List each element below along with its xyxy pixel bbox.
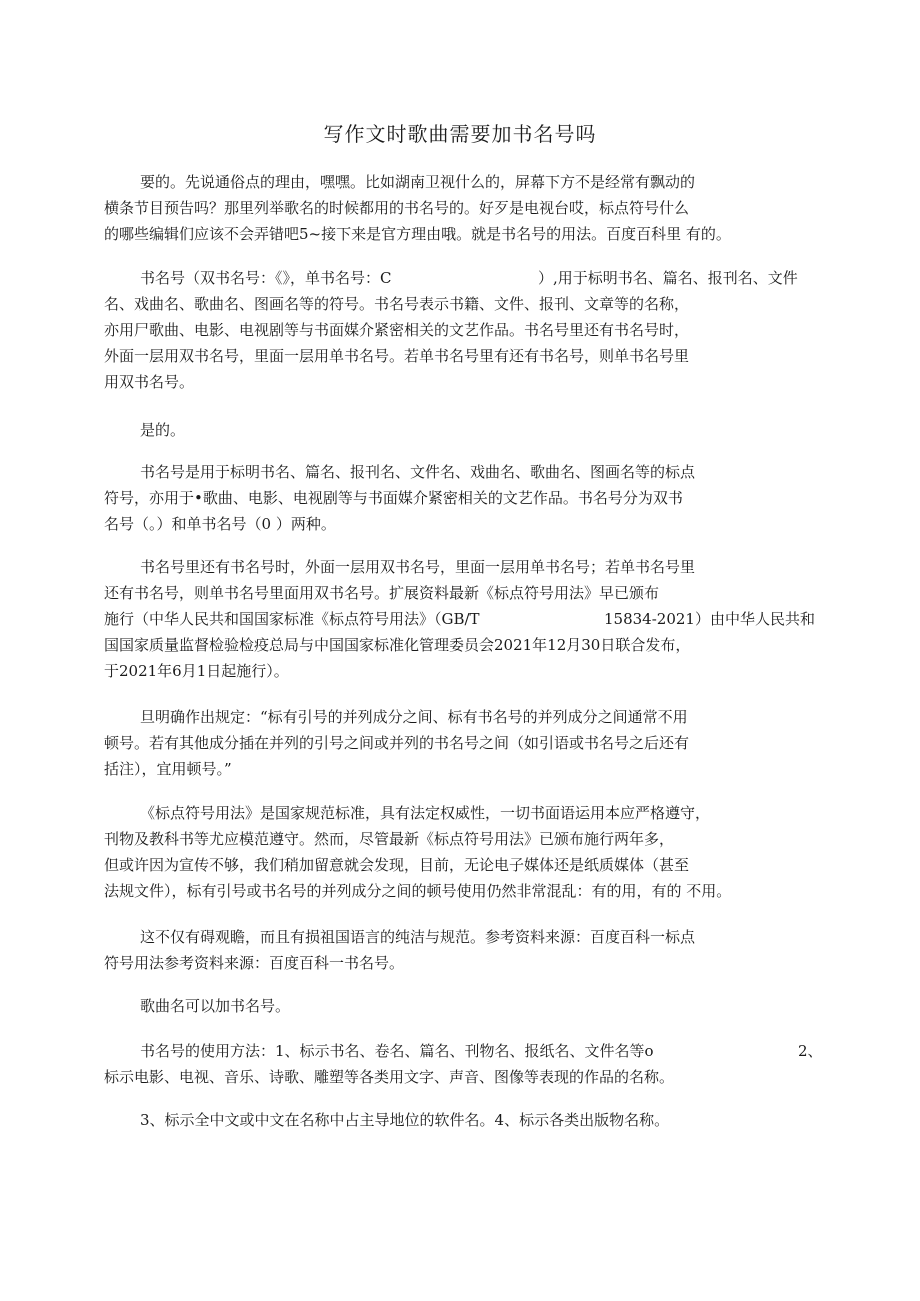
text-line: 15834-2021）由中华人民共和 bbox=[604, 610, 815, 628]
text-line: 是的。 bbox=[140, 421, 186, 439]
text-line: 用双书名号。 bbox=[104, 373, 195, 391]
text-line: 刊物及教科书等尤应模范遵守。然而，尽管最新《标点符号用法》已颁布施行两年多， bbox=[104, 830, 675, 848]
text-line: 要的。先说通俗点的理由，嘿嘿。比如湖南卫视什么的，屏幕下方不是经常有飘动的 bbox=[140, 173, 696, 191]
text-line: 但或许因为宣传不够，我们稍加留意就会发现，目前，无论电子媒体还是纸质媒体（甚至 bbox=[104, 856, 690, 874]
text-line: 括注），宜用顿号。” bbox=[104, 760, 232, 778]
text-line: ）,用于标明书名、篇名、报刊名、文件 bbox=[538, 269, 798, 287]
text-line: 书名号里还有书名号时，外面一层用双书名号，里面一层用单书名号；若单书名号里 bbox=[140, 558, 696, 576]
text-line: 外面一层用双书名号，里面一层用单书名号。若单书名号里有还有书名号，则单书名号里 bbox=[104, 347, 690, 365]
text-line: 横条节目预告吗？那里列举歌名的时候都用的书名号的。好歹是电视台哎，标点符号什么 bbox=[104, 199, 690, 217]
text-line: 标示电影、电视、音乐、诗歌、雕塑等各类用文字、声音、图像等表现的作品的名称。 bbox=[104, 1068, 675, 1086]
text-line: 施行（中华人民共和国国家标准《标点符号用法》（GB/T bbox=[104, 610, 480, 628]
text-line: 书名号的使用方法：1、标示书名、卷名、篇名、刊物名、报纸名、文件名等o bbox=[140, 1042, 654, 1060]
text-line: 书名号（双书名号：《》，单书名号：C bbox=[140, 269, 392, 287]
text-line: 3、标示全中文或中文在名称中占主导地位的软件名。4、标示各类出版物名称。 bbox=[140, 1111, 670, 1129]
text-line: 还有书名号，则单书名号里面用双书名号。扩展资料最新《标点符号用法》早已颁布 bbox=[104, 584, 660, 602]
text-line: 符号，亦用于•歌曲、电影、电视剧等与书面媒介紧密相关的文艺作品。书名号分为双书 bbox=[104, 489, 683, 507]
text-line: 这不仅有碍观瞻，而且有损祖国语言的纯洁与规范。参考资料来源：百度百科一标点 bbox=[140, 928, 696, 946]
text-line: 国国家质量监督检验检疫总局与中国国家标准化管理委员会2021年12月30日联合发布， bbox=[104, 636, 691, 654]
text-line: 书名号是用于标明书名、篇名、报刊名、文件名、戏曲名、歌曲名、图画名等的标点 bbox=[140, 463, 696, 481]
text-line: 《标点符号用法》是国家规范标准，具有法定权威性，一切书面语运用本应严格遵守， bbox=[140, 804, 711, 822]
text-line: 旦明确作出规定：“标有引号的并列成分之间、标有书名号的并列成分之间通常不用 bbox=[140, 708, 688, 726]
text-line: 顿号。若有其他成分插在并列的引号之间或并列的书名号之间（如引语或书名号之后还有 bbox=[104, 734, 690, 752]
page-title: 写作文时歌曲需要加书名号吗 bbox=[323, 122, 597, 146]
text-line: 名、戏曲名、歌曲名、图画名等的符号。书名号表示书籍、文件、报刊、文章等的名称， bbox=[104, 295, 690, 313]
text-line: 亦用尸歌曲、电影、电视剧等与书面媒介紧密相关的文艺作品。书名号里还有书名号时， bbox=[104, 321, 690, 339]
text-line: 法规文件），标有引号或书名号的并列成分之间的顿号使用仍然非常混乱：有的用，有的 不用。 bbox=[104, 882, 732, 900]
text-line: 2、 bbox=[798, 1042, 823, 1060]
text-line: 于2021年6月1日起施行）。 bbox=[104, 662, 289, 680]
text-line: 名号（。）和单书名号（0 ）两种。 bbox=[104, 515, 336, 533]
text-line: 符号用法参考资料来源：百度百科一书名号。 bbox=[104, 954, 405, 972]
text-line: 的哪些编辑们应该不会弄错吧5~接下来是官方理由哦。就是书名号的用法。百度百科里 有的。 bbox=[104, 225, 731, 243]
text-line: 歌曲名可以加书名号。 bbox=[140, 997, 291, 1015]
